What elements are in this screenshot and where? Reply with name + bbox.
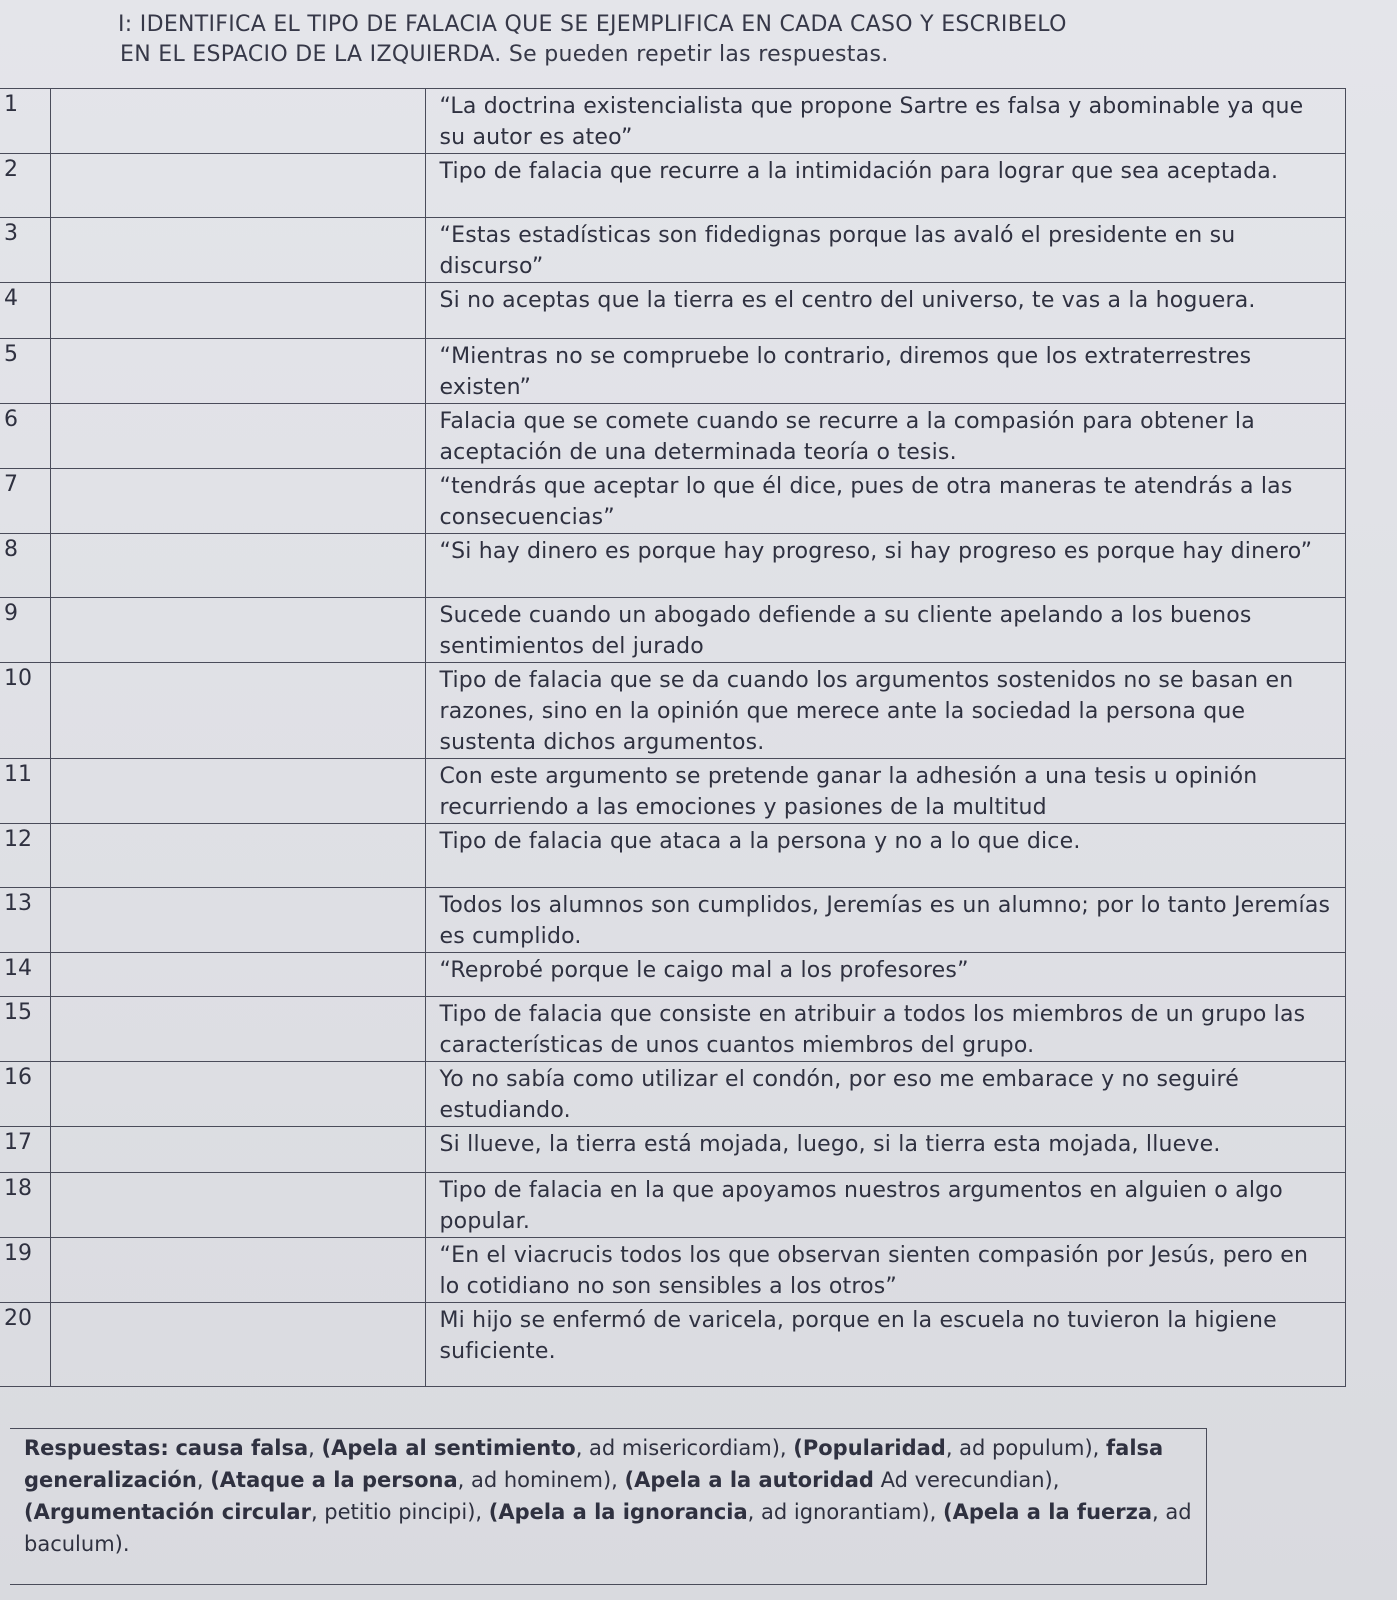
- fallacy-example-text: Tipo de falacia que se da cuando los argumentos sostenidos no se basan en razones, sino en la opinión que merece ante la sociedad la persona que sustenta dichos argumentos.: [425, 663, 1345, 759]
- table-row: [0, 469, 1345, 534]
- fallacy-table: [0, 88, 1346, 1387]
- table-row: [0, 1303, 1345, 1387]
- instructions-line-2: EN EL ESPACIO DE LA IZQUIERDA. Se pueden repetir las respuestas.: [120, 42, 889, 67]
- row-number: 3: [0, 218, 50, 283]
- fallacy-example-text: “tendrás que aceptar lo que él dice, pues de otra maneras te atendrás a las consecuencias”: [425, 469, 1345, 534]
- answers-list: [24, 1432, 1204, 1560]
- answer-field[interactable]: [50, 534, 425, 598]
- answer-option-detail: ad baculum).: [24, 1500, 1192, 1556]
- answer-field[interactable]: [50, 218, 425, 283]
- table-row: [0, 339, 1345, 404]
- fallacy-example-text: Yo no sabía como utilizar el condón, por eso me embarace y no seguiré estudiando.: [425, 1062, 1345, 1127]
- row-number: 7: [0, 469, 50, 534]
- fallacy-example-text: Tipo de falacia que recurre a la intimidación para lograr que sea aceptada.: [425, 154, 1345, 218]
- row-number: 14: [0, 953, 50, 997]
- answer-field[interactable]: [50, 888, 425, 953]
- row-number: 19: [0, 1238, 50, 1303]
- fallacy-example-text: Con este argumento se pretende ganar la adhesión a una tesis u opinión recurriendo a las emociones y pasiones de la multitud: [425, 759, 1345, 824]
- fallacy-example-text: Falacia que se comete cuando se recurre a la compasión para obtener la aceptación de una determinada teoría o tesis.: [425, 404, 1345, 469]
- fallacy-example-text: “Estas estadísticas son fidedignas porque las avaló el presidente en su discurso”: [425, 218, 1345, 283]
- answer-option-name: falsa generalización: [24, 1436, 1164, 1492]
- answer-option-name: (Apela a la fuerza: [942, 1500, 1153, 1524]
- table-row: [0, 598, 1345, 663]
- table-row: [0, 888, 1345, 953]
- answer-field[interactable]: [50, 1062, 425, 1127]
- answer-option-detail: , petitio pincipi),: [310, 1500, 483, 1524]
- fallacy-example-text: “Si hay dinero es porque hay progreso, si hay progreso es porque hay dinero”: [425, 534, 1345, 598]
- answer-option-detail: , ad populum),: [945, 1436, 1100, 1460]
- answer-field[interactable]: [50, 154, 425, 218]
- answer-field[interactable]: [50, 1127, 425, 1173]
- answer-option-name: causa falsa: [175, 1436, 309, 1460]
- table-row: [0, 953, 1345, 997]
- row-number: 9: [0, 598, 50, 663]
- answer-field[interactable]: [50, 283, 425, 339]
- row-number: 18: [0, 1173, 50, 1238]
- table-row: [0, 154, 1345, 218]
- table-row: [0, 1173, 1345, 1238]
- answer-field[interactable]: [50, 1173, 425, 1238]
- answer-option-name: (Apela a la autoridad: [624, 1468, 874, 1492]
- row-number: 16: [0, 1062, 50, 1127]
- answer-field[interactable]: [50, 824, 425, 888]
- fallacy-example-text: Sucede cuando un abogado defiende a su cliente apelando a los buenos sentimientos del jurado: [425, 598, 1345, 663]
- table-row: [0, 824, 1345, 888]
- answer-option-name: (Ataque a la persona: [210, 1468, 458, 1492]
- answer-option-name: (Popularidad: [793, 1436, 946, 1460]
- fallacy-example-text: Mi hijo se enfermó de varicela, porque en la escuela no tuvieron la higiene suficiente.: [425, 1303, 1345, 1387]
- answer-option-detail: ,: [1152, 1500, 1159, 1524]
- row-number: 10: [0, 663, 50, 759]
- table-row: [0, 1127, 1345, 1173]
- answer-option-detail: ,: [308, 1436, 315, 1460]
- table-row: [0, 534, 1345, 598]
- fallacy-example-text: Si llueve, la tierra está mojada, luego, si la tierra esta mojada, llueve.: [425, 1127, 1345, 1173]
- answer-option-detail: Ad verecundian),: [873, 1468, 1060, 1492]
- answer-field[interactable]: [50, 89, 425, 154]
- fallacy-example-text: Tipo de falacia en la que apoyamos nuestros argumentos en alguien o algo popular.: [425, 1173, 1345, 1238]
- answer-field[interactable]: [50, 997, 425, 1062]
- answer-option-detail: , ad misericordiam),: [575, 1436, 787, 1460]
- answer-option-detail: ,: [196, 1468, 204, 1492]
- row-number: 17: [0, 1127, 50, 1173]
- row-number: 13: [0, 888, 50, 953]
- row-number: 15: [0, 997, 50, 1062]
- answer-field[interactable]: [50, 598, 425, 663]
- answer-field[interactable]: [50, 759, 425, 824]
- answer-option-detail: , ad hominem),: [457, 1468, 618, 1492]
- instructions-heading: [118, 10, 1268, 70]
- answer-field[interactable]: [50, 1303, 425, 1387]
- table-row: [0, 1238, 1345, 1303]
- row-number: 2: [0, 154, 50, 218]
- table-row: [0, 997, 1345, 1062]
- fallacy-example-text: Tipo de falacia que ataca a la persona y no a lo que dice.: [425, 824, 1345, 888]
- fallacy-example-text: Si no aceptas que la tierra es el centro del universo, te vas a la hoguera.: [425, 283, 1345, 339]
- table-row: [0, 1062, 1345, 1127]
- answer-field[interactable]: [50, 663, 425, 759]
- answer-field[interactable]: [50, 339, 425, 404]
- table-row: [0, 759, 1345, 824]
- table-row: [0, 663, 1345, 759]
- fallacy-example-text: Todos los alumnos son cumplidos, Jeremías es un alumno; por lo tanto Jeremías es cumplido.: [425, 888, 1345, 953]
- fallacy-example-text: “Reprobé porque le caigo mal a los profesores”: [425, 953, 1345, 997]
- row-number: 1: [0, 89, 50, 154]
- table-row: [0, 218, 1345, 283]
- answer-option-name: (Apela al sentimiento: [321, 1436, 576, 1460]
- fallacy-example-text: Tipo de falacia que consiste en atribuir a todos los miembros de un grupo las características de unos cuantos miembros del grupo.: [425, 997, 1345, 1062]
- answer-field[interactable]: [50, 404, 425, 469]
- row-number: 8: [0, 534, 50, 598]
- answers-label: Respuestas:: [24, 1436, 169, 1460]
- instructions-line-1: I: IDENTIFICA EL TIPO DE FALACIA QUE SE EJEMPLIFICA EN CADA CASO Y ESCRIBELO: [118, 12, 1067, 37]
- table-row: [0, 283, 1345, 339]
- answer-field[interactable]: [50, 469, 425, 534]
- answer-field[interactable]: [50, 1238, 425, 1303]
- row-number: 20: [0, 1303, 50, 1387]
- answer-option-detail: , ad ignorantiam),: [747, 1500, 937, 1524]
- answer-option-name: (Apela a la ignorancia: [488, 1500, 748, 1524]
- row-number: 4: [0, 283, 50, 339]
- row-number: 6: [0, 404, 50, 469]
- row-number: 11: [0, 759, 50, 824]
- row-number: 12: [0, 824, 50, 888]
- table-row: [0, 89, 1345, 154]
- answer-field[interactable]: [50, 953, 425, 997]
- fallacy-example-text: “Mientras no se compruebe lo contrario, diremos que los extraterrestres existen”: [425, 339, 1345, 404]
- row-number: 5: [0, 339, 50, 404]
- table-row: [0, 404, 1345, 469]
- answer-option-name: (Argumentación circular: [24, 1500, 311, 1524]
- fallacy-example-text: “En el viacrucis todos los que observan sienten compasión por Jesús, pero en lo cotidiano no son sensibles a los otros”: [425, 1238, 1345, 1303]
- fallacy-example-text: “La doctrina existencialista que propone Sartre es falsa y abominable ya que su autor es ateo”: [425, 89, 1345, 154]
